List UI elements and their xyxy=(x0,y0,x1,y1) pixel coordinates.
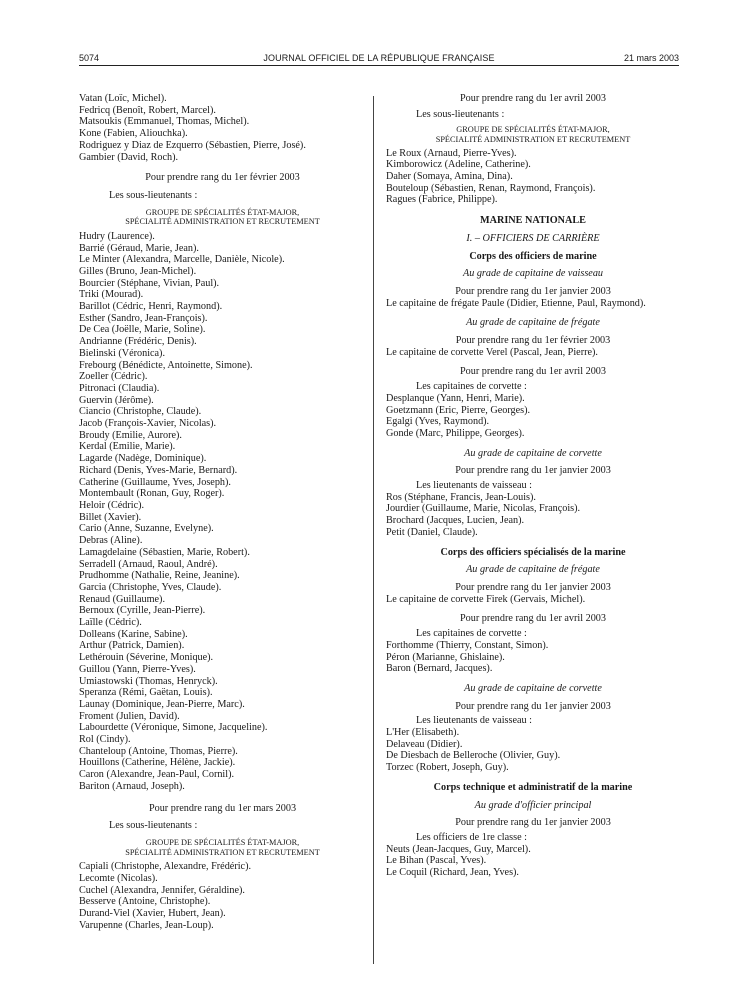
rank-group-label: Les lieutenants de vaisseau : xyxy=(416,715,532,727)
list-item: Ragues (Fabrice, Philippe). xyxy=(386,194,498,206)
list-item: Delaveau (Didier). xyxy=(386,738,463,750)
name-list xyxy=(79,861,366,931)
list-item: Jourdier (Guillaume, Marie, Nicolas, François). xyxy=(386,503,581,515)
rank-date-heading: Pour prendre rang du 1er janvier 2003 xyxy=(455,581,611,593)
list-item: Bernoux (Cyrille, Jean-Pierre). xyxy=(79,605,206,617)
rank-group-label: Les officiers de 1re classe : xyxy=(416,831,527,843)
rank-group-label: Les sous-lieutenants : xyxy=(416,108,505,120)
list-item: Debras (Aline). xyxy=(79,535,143,547)
list-item: Gonde (Marc, Philippe, Georges). xyxy=(386,427,525,439)
rank-date-heading: Pour prendre rang du 1er janvier 2003 xyxy=(455,700,611,712)
rank-group-label: Les capitaines de corvette : xyxy=(416,381,527,393)
corps-heading: Corps des officiers de marine xyxy=(469,250,597,262)
list-item: Fedricq (Benoît, Robert, Marcel). xyxy=(79,104,216,116)
list-item: Speranza (Rémi, Gaëtan, Louis). xyxy=(79,687,213,699)
promotion-line: Le capitaine de corvette Verel (Pascal, Jean, Pierre). xyxy=(386,346,598,358)
list-item: Kerdal (Emilie, Marie). xyxy=(79,441,176,453)
list-item: Montembault (Ronan, Guy, Roger). xyxy=(79,488,225,500)
list-item: Gambier (David, Roch). xyxy=(79,151,179,163)
list-item: Ros (Stéphane, Francis, Jean-Louis). xyxy=(386,491,536,503)
list-item: Guervin (Jérôme). xyxy=(79,394,154,406)
grade-heading: Au grade de capitaine de corvette xyxy=(464,447,602,459)
specialty-heading: GROUPE DE SPÉCIALITÉS ÉTAT-MAJOR, xyxy=(456,125,610,135)
list-item: Laïlle (Cédric). xyxy=(79,617,142,629)
page-number: 5074 xyxy=(79,53,100,63)
issue-date: 21 mars 2003 xyxy=(623,53,679,63)
list-item: Arthur (Patrick, Damien). xyxy=(79,640,185,652)
rank-date-heading: Pour prendre rang du 1er janvier 2003 xyxy=(455,285,611,297)
list-item: Heloir (Cédric). xyxy=(79,499,145,511)
specialty-heading: GROUPE DE SPÉCIALITÉS ÉTAT-MAJOR, xyxy=(145,207,300,217)
list-item: Chanteloup (Antoine, Thomas, Pierre). xyxy=(79,745,238,757)
list-item: Froment (Julien, David). xyxy=(79,710,180,722)
list-item: Desplanque (Yann, Henri, Marie). xyxy=(386,392,525,404)
journal-title: JOURNAL OFFICIEL DE LA RÉPUBLIQUE FRANÇAISE xyxy=(263,53,495,63)
list-item: Richard (Denis, Yves-Marie, Bernard). xyxy=(79,464,238,476)
list-item: Petit (Daniel, Claude). xyxy=(386,526,478,538)
list-item: Daher (Somaya, Amina, Dina). xyxy=(386,171,513,182)
list-item: De Cea (Joëlle, Marie, Soline). xyxy=(79,324,206,336)
list-item: Kone (Fabien, Aliouchka). xyxy=(79,128,188,140)
list-item: Serradell (Arnaud, Raoul, André). xyxy=(79,558,218,570)
list-item: Barillot (Cédric, Henri, Raymond). xyxy=(79,301,223,313)
list-item: Varupenne (Charles, Jean-Loup). xyxy=(79,919,214,931)
list-item: Launay (Dominique, Jean-Pierre, Marc). xyxy=(79,698,245,710)
rank-group-label: Les sous-lieutenants : xyxy=(109,189,198,201)
specialty-heading: GROUPE DE SPÉCIALITÉS ÉTAT-MAJOR, xyxy=(145,837,300,847)
list-item: Gilles (Bruno, Jean-Michel). xyxy=(79,265,197,277)
list-item: Vatan (Loïc, Michel). xyxy=(79,93,167,104)
list-item: Caron (Alexandre, Jean-Paul, Cornil). xyxy=(79,769,235,781)
running-header xyxy=(79,53,679,65)
list-item: Lamagdelaine (Sébastien, Marie, Robert). xyxy=(79,546,250,558)
list-item: Houillons (Catherine, Hélène, Jackie). xyxy=(79,757,236,769)
promotion-line: Le capitaine de corvette Firek (Gervais, Michel). xyxy=(386,593,586,605)
rank-date-heading: Pour prendre rang du 1er février 2003 xyxy=(455,335,611,347)
list-item: Lecomte (Nicolas). xyxy=(79,872,158,884)
list-item: Hudry (Laurence). xyxy=(79,230,155,242)
list-item: Durand-Viel (Xavier, Hubert, Jean). xyxy=(79,907,226,919)
list-item: L'Her (Elisabeth). xyxy=(386,727,460,739)
list-item: Renaud (Guillaume). xyxy=(79,593,166,605)
list-item: Labourdette (Véronique, Simone, Jacqueline). xyxy=(79,722,268,734)
name-list xyxy=(79,93,366,163)
list-item: Bariton (Arnaud, Joseph). xyxy=(79,780,185,792)
list-item: Frebourg (Bénédicte, Antoinette, Simone). xyxy=(79,359,253,371)
corps-heading: Corps des officiers spécialisés de la marine xyxy=(440,546,626,558)
list-item: Prudhomme (Nathalie, Reine, Jeanine). xyxy=(79,570,240,582)
rank-group-label: Les sous-lieutenants : xyxy=(109,820,198,832)
rank-date-heading: Pour prendre rang du 1er janvier 2003 xyxy=(455,817,611,829)
list-item: Broudy (Emilie, Aurore). xyxy=(79,429,182,441)
grade-heading: Au grade d'officier principal xyxy=(474,799,592,811)
corps-heading: Corps technique et administratif de la marine xyxy=(433,781,633,793)
grade-heading: Au grade de capitaine de vaisseau xyxy=(462,268,604,280)
column-divider xyxy=(373,96,374,964)
list-item: Brochard (Jacques, Lucien, Jean). xyxy=(386,515,525,527)
list-item: Barrié (Géraud, Marie, Jean). xyxy=(79,242,199,254)
list-item: Matsoukis (Emmanuel, Thomas, Michel). xyxy=(79,116,250,128)
name-list xyxy=(79,231,366,793)
right-column xyxy=(386,93,680,879)
list-item: De Diesbach de Belleroche (Olivier, Guy). xyxy=(386,750,561,762)
name-list xyxy=(386,640,680,675)
list-item: Le Bihan (Pascal, Yves). xyxy=(386,855,487,867)
specialty-heading: SPÉCIALITÉ ADMINISTRATION ET RECRUTEMENT xyxy=(125,847,320,857)
grade-heading: Au grade de capitaine de frégate xyxy=(466,564,600,576)
rank-date-heading: Pour prendre rang du 1er janvier 2003 xyxy=(455,465,611,477)
list-item: Catherine (Guillaume, Yves, Joseph). xyxy=(79,476,231,488)
section-title: MARINE NATIONALE xyxy=(480,215,586,227)
list-item: Bielinski (Véronica). xyxy=(79,347,166,359)
list-item: Le Minter (Alexandra, Marcelle, Danièle, Nicole). xyxy=(79,254,285,266)
list-item: Capiali (Christophe, Alexandre, Frédéric). xyxy=(79,861,252,873)
list-item: Torzec (Robert, Joseph, Guy). xyxy=(386,762,509,774)
list-item: Le Roux (Arnaud, Pierre-Yves). xyxy=(386,147,517,159)
list-item: Besserve (Antoine, Christophe). xyxy=(79,896,211,908)
list-item: Dolleans (Karine, Sabine). xyxy=(79,628,188,640)
list-item: Cario (Anne, Suzanne, Evelyne). xyxy=(79,523,214,535)
list-item: Andrianne (Frédéric, Denis). xyxy=(79,336,197,348)
list-item: Forthomme (Thierry, Constant, Simon). xyxy=(386,639,549,651)
list-item: Rodriguez y Diaz de Ezquerro (Sébastien, Pierre, José). xyxy=(79,139,306,151)
list-item: Péron (Marianne, Ghislaine). xyxy=(386,651,505,663)
list-item: Jacob (François-Xavier, Nicolas). xyxy=(79,418,217,430)
name-list xyxy=(386,727,680,774)
rank-date-heading: Pour prendre rang du 1er mars 2003 xyxy=(148,802,297,814)
list-item: Bouteloup (Sébastien, Renan, Raymond, François). xyxy=(386,182,596,194)
list-item: Lethérouin (Séverine, Monique). xyxy=(79,652,214,664)
rank-group-label: Les capitaines de corvette : xyxy=(416,628,527,640)
list-item: Triki (Mourad). xyxy=(79,289,144,301)
list-item: Pitronaci (Claudia). xyxy=(79,382,160,394)
rank-date-heading: Pour prendre rang du 1er avril 2003 xyxy=(460,366,606,378)
header-rule xyxy=(79,65,679,66)
grade-heading: Au grade de capitaine de frégate xyxy=(466,317,600,329)
grade-heading: Au grade de capitaine de corvette xyxy=(464,682,602,694)
list-item: Le Coquil (Richard, Jean, Yves). xyxy=(386,867,519,879)
list-item: Egalgi (Yves, Raymond). xyxy=(386,416,490,428)
name-list xyxy=(386,844,680,879)
rank-date-heading: Pour prendre rang du 1er février 2003 xyxy=(145,172,300,184)
list-item: Umiastowski (Thomas, Henryck). xyxy=(79,675,218,687)
list-item: Guillou (Yann, Pierre-Yves). xyxy=(79,663,196,675)
list-item: Billet (Xavier). xyxy=(79,511,142,523)
list-item: Esther (Sandro, Jean-François). xyxy=(79,312,208,324)
list-item: Ciancio (Christophe, Claude). xyxy=(79,406,202,418)
section-subtitle: I. – OFFICIERS DE CARRIÈRE xyxy=(466,232,600,244)
list-item: Bourcier (Stéphane, Vivian, Paul). xyxy=(79,277,220,289)
rank-group-label: Les lieutenants de vaisseau : xyxy=(416,480,532,492)
list-item: Cuchel (Alexandra, Jennifer, Géraldine). xyxy=(79,884,245,896)
rank-date-heading: Pour prendre rang du 1er avril 2003 xyxy=(460,93,606,104)
list-item: Goetzmann (Eric, Pierre, Georges). xyxy=(386,404,531,416)
specialty-heading: SPÉCIALITÉ ADMINISTRATION ET RECRUTEMENT xyxy=(125,217,320,227)
list-item: Neuts (Jean-Jacques, Guy, Marcel). xyxy=(386,843,531,855)
left-column xyxy=(79,93,366,931)
name-list xyxy=(386,492,680,539)
rank-date-heading: Pour prendre rang du 1er avril 2003 xyxy=(460,613,606,625)
list-item: Baron (Bernard, Jacques). xyxy=(386,663,493,675)
promotion-line: Le capitaine de frégate Paule (Didier, Etienne, Paul, Raymond). xyxy=(386,297,646,309)
list-item: Kimborowicz (Adeline, Catherine). xyxy=(386,159,531,171)
list-item: Garcia (Christophe, Yves, Claude). xyxy=(79,581,222,593)
list-item: Zoeller (Cédric). xyxy=(79,371,148,383)
name-list xyxy=(386,393,680,440)
list-item: Lagarde (Nadège, Dominique). xyxy=(79,453,207,465)
name-list xyxy=(386,148,680,207)
list-item: Rol (Cindy). xyxy=(79,734,131,746)
specialty-heading: SPÉCIALITÉ ADMINISTRATION ET RECRUTEMENT xyxy=(435,135,631,144)
